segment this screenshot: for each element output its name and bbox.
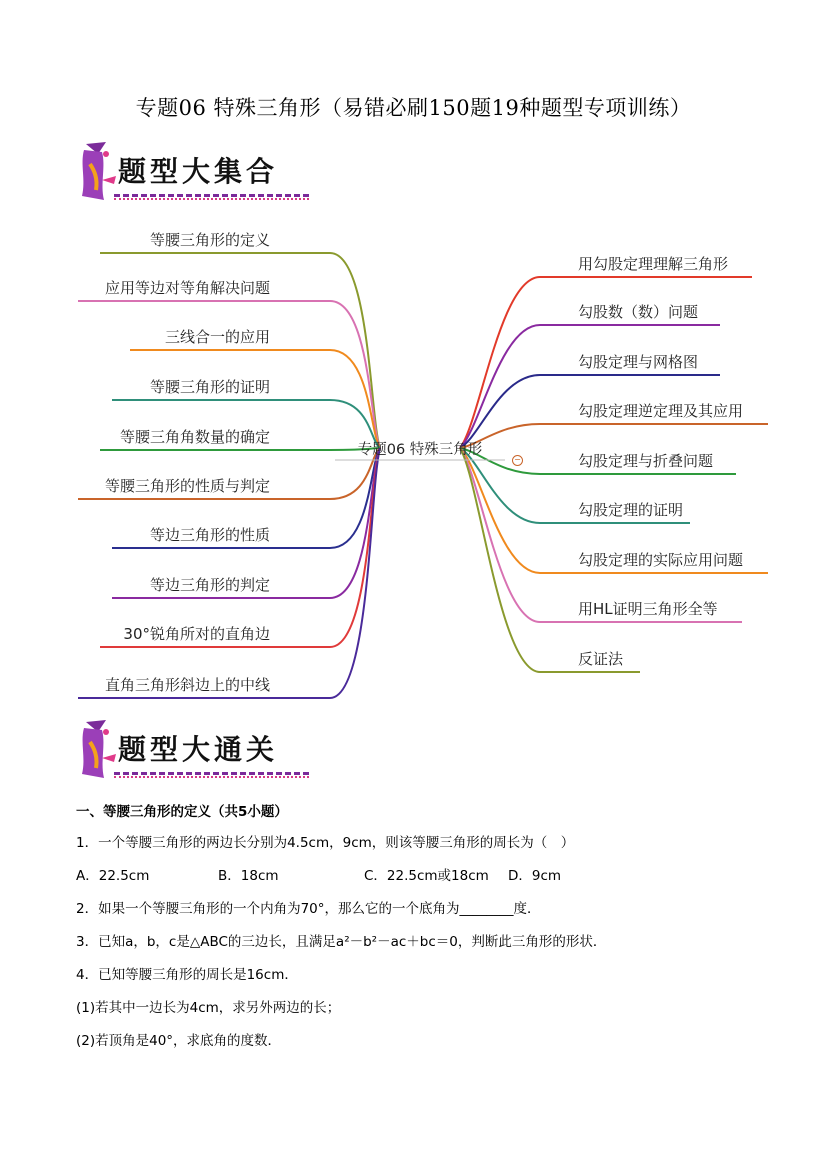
option-d: D．9cm: [508, 868, 562, 884]
mindmap-node-left: 等腰三角形的性质与判定: [104, 477, 270, 495]
mindmap-branch-right: [460, 424, 768, 448]
question-4-part-1: (1)若其中一边长为4cm，求另外两边的长；: [76, 1000, 341, 1016]
mindmap-node-left: 三线合一的应用: [164, 328, 270, 346]
mindmap-node-right: 反证法: [578, 650, 624, 668]
page-title: 专题06 特殊三角形（易错必刷150题19种题型专项训练）: [135, 96, 692, 120]
question-1-options: [76, 864, 766, 882]
mindmap-node-right: 勾股定理的实际应用问题: [578, 551, 744, 569]
section-banner-practice: [76, 718, 316, 788]
mindmap-node-left: 等边三角形的判定: [149, 576, 270, 594]
question-4: 4．已知等腰三角形的周长是16cm．: [76, 967, 298, 983]
option-c: C．22.5cm或18cm: [364, 868, 489, 884]
mindmap-node-right: 用HL证明三角形全等: [578, 600, 718, 618]
question-1: 1．一个等腰三角形的两边长分别为4.5cm，9cm，则该等腰三角形的周长为（ ）: [76, 835, 575, 851]
option-b: B．18cm: [218, 868, 279, 884]
mindmap-node-left: 应用等边对等角解决问题: [104, 279, 270, 297]
section-heading: 一、等腰三角形的定义（共5小题）: [76, 804, 288, 820]
mindmap-node-left: 等腰三角形的证明: [149, 378, 270, 396]
question-4-part-2: (2)若顶角是40°，求底角的度数．: [76, 1033, 282, 1049]
collapse-toggle-icon[interactable]: −: [512, 455, 523, 466]
mindmap-node-right: 勾股数（数）问题: [578, 303, 699, 321]
mindmap-node-left: 等边三角形的性质: [149, 526, 270, 544]
banner-underline: [114, 772, 309, 775]
question-2: 2．如果一个等腰三角形的一个内角为70°，那么它的一个底角为________度．: [76, 901, 541, 917]
mindmap-node-left: 直角三角形斜边上的中线: [104, 676, 270, 694]
banner-title: 题型大集合: [118, 155, 279, 188]
question-3: 3．已知a，b，c是△ABC的三边长，且满足a²－b²－ac＋bc＝0，判断此三角形的形状．: [76, 934, 607, 950]
option-a: A．22.5cm: [76, 868, 150, 884]
banner-title: 题型大通关: [118, 733, 279, 766]
mindmap-node-left: 等腰三角角数量的确定: [119, 428, 270, 446]
mindmap-node-left: 30°锐角所对的直角边: [123, 625, 270, 643]
mindmap-node-right: 勾股定理与网格图: [578, 353, 699, 371]
mindmap-node-right: 勾股定理的证明: [578, 501, 684, 519]
mindmap-node-left: 等腰三角形的定义: [149, 231, 270, 249]
mindmap-branch-right: [460, 325, 720, 448]
banner-underline-dots: [114, 776, 309, 778]
mindmap-node-right: 用勾股定理理解三角形: [578, 255, 729, 273]
mindmap-node-right: 勾股定理与折叠问题: [578, 452, 714, 470]
mindmap-node-right: 勾股定理逆定理及其应用: [578, 402, 744, 420]
mindmap-center-topic: 专题06 特殊三角形: [357, 441, 483, 458]
